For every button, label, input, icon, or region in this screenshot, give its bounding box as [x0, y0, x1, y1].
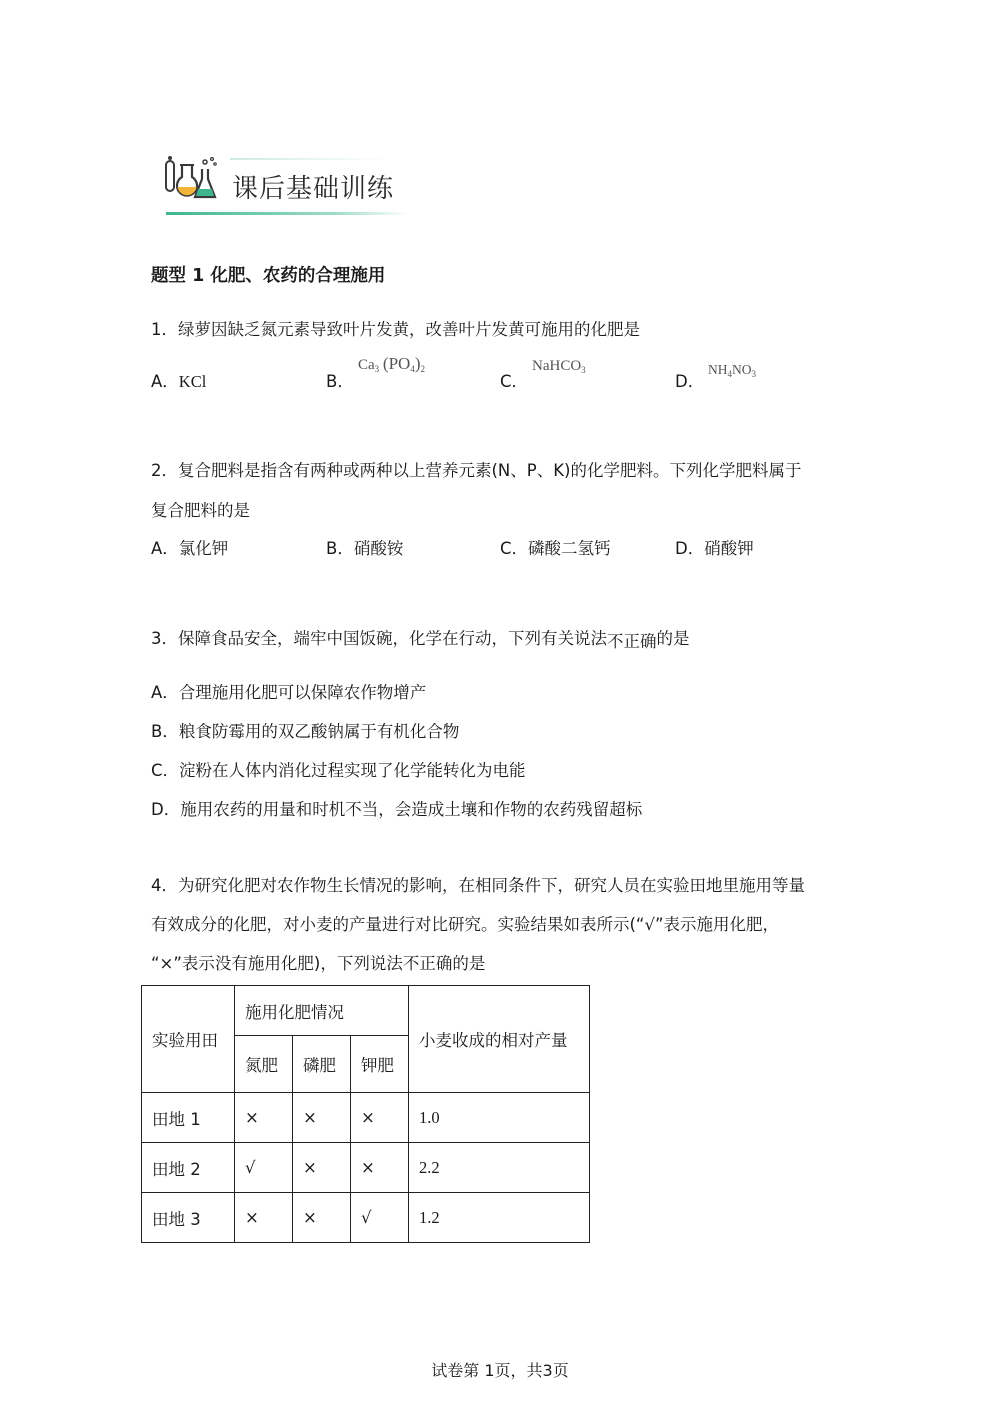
row3-field: 田地 3: [142, 1193, 235, 1243]
q1-b-po-sub: 4: [410, 364, 415, 374]
q1-option-d-label: D．: [675, 372, 705, 391]
q4-stem-line1: 4．为研究化肥对农作物生长情况的影响，在相同条件下，研究人员在实验田地里施用等量: [151, 876, 805, 895]
q3-option-d: D．施用农药的用量和时机不当，会造成土壤和作物的农药残留超标: [151, 800, 643, 819]
header-yield: 小麦收成的相对产量: [409, 986, 590, 1093]
q2-stem-line1: 2．复合肥料是指含有两种或两种以上营养元素(N、P、K)的化学肥料。下列化学肥料属于: [151, 461, 802, 480]
row1-nitrogen: ×: [235, 1093, 293, 1143]
lab-flask-icon: [162, 155, 224, 205]
q2-option-b: B．硝酸铵: [326, 539, 404, 558]
q1-option-a-text: KCl: [178, 372, 207, 391]
banner-title: 课后基础训练: [232, 174, 395, 204]
q3-stem-emphasis: 不正确: [607, 632, 657, 651]
q1-b-close: ): [414, 354, 421, 373]
q1-d-no-sub: 3: [751, 369, 756, 379]
q1-option-a: [151, 368, 206, 392]
q1-c-text: NaHCO: [532, 358, 582, 374]
section-title: 题型 1 化肥、农药的合理施用: [151, 266, 386, 286]
q2-option-c: C．磷酸二氢钙: [500, 539, 611, 558]
header-field: 实验用田: [142, 986, 235, 1093]
row2-nitrogen: √: [235, 1143, 293, 1193]
fertilizer-results-table: [141, 985, 590, 1243]
q3-stem: [151, 625, 690, 649]
q4-stem-line3: “×”表示没有施用化肥)，下列说法不正确的是: [151, 954, 486, 973]
subheader-nitrogen: 氮肥: [235, 1036, 293, 1093]
row2-phosphorus: ×: [293, 1143, 351, 1193]
row3-yield: 1.2: [409, 1193, 590, 1243]
table-row: [142, 1143, 590, 1193]
q4-stem-line2: 有效成分的化肥，对小麦的产量进行对比研究。实验结果如表所示(“√”表示施用化肥，: [151, 915, 780, 934]
q1-option-c-label: C．: [500, 372, 529, 391]
q1-d-no: NO: [732, 362, 752, 377]
q1-option-c-formula: [532, 358, 586, 375]
q1-b-ca: Ca: [358, 357, 375, 373]
q1-d-nh-sub: 4: [727, 369, 732, 379]
q1-option-d-formula: [708, 362, 756, 379]
q2-stem-line2: 复合肥料的是: [151, 501, 250, 520]
q3-stem-part1: 3．保障食品安全，端牢中国饭碗，化学在行动，下列有关说法: [151, 629, 607, 648]
q1-option-b-formula: [358, 354, 425, 374]
row1-phosphorus: ×: [293, 1093, 351, 1143]
q3-option-b: B．粮食防霉用的双乙酸钠属于有机化合物: [151, 722, 460, 741]
row2-potassium: ×: [351, 1143, 409, 1193]
table-row: [142, 1193, 590, 1243]
q1-b-close-sub: 2: [420, 364, 425, 374]
subheader-phosphorus: 磷肥: [293, 1036, 351, 1093]
q1-b-ca-sub: 3: [374, 364, 380, 374]
row1-field: 田地 1: [142, 1093, 235, 1143]
q1-option-a-label: A．: [151, 372, 179, 391]
page-footer: 试卷第 1页，共3页: [431, 1361, 569, 1380]
subheader-potassium: 钾肥: [351, 1036, 409, 1093]
row2-yield: 2.2: [409, 1143, 590, 1193]
banner-underline: [166, 212, 408, 215]
q1-b-po: (PO: [382, 354, 411, 373]
row3-phosphorus: ×: [293, 1193, 351, 1243]
row2-field: 田地 2: [142, 1143, 235, 1193]
q1-d-nh: NH: [708, 362, 728, 377]
banner-top-line: [230, 158, 390, 160]
q1-option-b-label: B．: [326, 372, 354, 391]
row3-nitrogen: ×: [235, 1193, 293, 1243]
q3-stem-part3: 的是: [656, 629, 690, 648]
q2-option-a: A．氯化钾: [151, 539, 229, 558]
header-fertilizer-group: 施用化肥情况: [235, 986, 409, 1036]
q3-option-c: C．淀粉在人体内消化过程实现了化学能转化为电能: [151, 761, 526, 780]
row3-potassium: √: [351, 1193, 409, 1243]
q1-stem: 1．绿萝因缺乏氮元素导致叶片发黄，改善叶片发黄可施用的化肥是: [151, 320, 640, 339]
q3-option-a: A．合理施用化肥可以保障农作物增产: [151, 683, 427, 702]
q2-option-d: D．硝酸钾: [675, 539, 754, 558]
row1-yield: 1.0: [409, 1093, 590, 1143]
table-row: [142, 1093, 590, 1143]
q1-c-sub: 3: [581, 365, 586, 375]
table-header-row: [142, 986, 590, 1036]
row1-potassium: ×: [351, 1093, 409, 1143]
